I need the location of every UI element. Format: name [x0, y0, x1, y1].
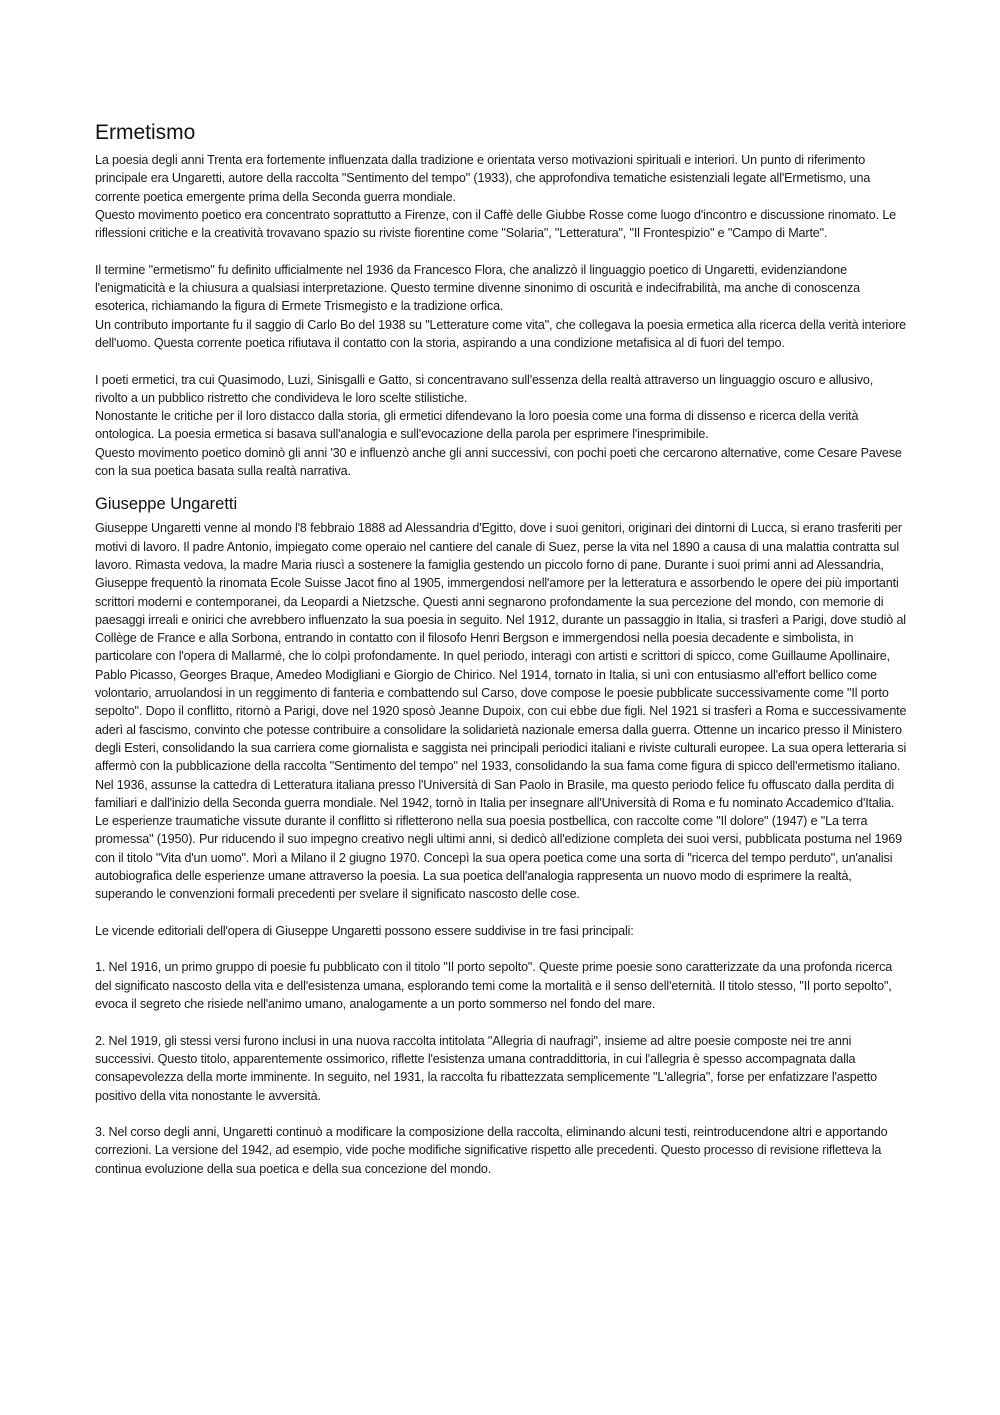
paragraph: La poesia degli anni Trenta era fortemente influenzata dalla tradizione e orientata verso motivazioni spirituali e interiori. Un punto di riferimento principale era Ungaretti, autore della raccolta "Sentimento del tempo" (1933), che approfondiva tematiche esistenziali legate all'Ermetismo, una corrente poetica emergente prima della Seconda guerra mondiale. — [95, 153, 871, 204]
paragraph: 2. Nel 1919, gli stessi versi furono inclusi in una nuova raccolta intitolata "Allegria di naufragi", insieme ad altre poesie composte nei tre anni successivi. Questo titolo, apparentemente ossimorico, riflette l'esistenza umana contraddittoria, in cui l'allegria è spesso accompagnata dalla consapevolezza della morte imminente. In seguito, nel 1931, la raccolta fu ribattezzata semplicemente "L'allegria", forse per enfatizzare l'aspetto positivo della vita nonostante le avversità. — [95, 1033, 878, 1103]
paragraph-block — [95, 922, 907, 940]
paragraph: I poeti ermetici, tra cui Quasimodo, Luzi, Sinisgalli e Gatto, si concentravano sull'essenza della realtà attraverso un linguaggio oscuro e allusivo, rivolto a un pubblico ristretto che condivideva le loro scelte stilistiche. — [95, 372, 874, 405]
paragraph: Giuseppe Ungaretti venne al mondo l'8 febbraio 1888 ad Alessandria d'Egitto, dove i suoi genitori, originari dei dintorni di Lucca, si erano trasferiti per motivi di lavoro. Il padre Antonio, impiegato come operaio nel cantiere del canale di Suez, perse la vita nel 1890 a causa di una malattia contratta sul lavoro. Rimasta vedova, la madre Maria riuscì a sostenere la famiglia gestendo un piccolo forno di pane. Durante i suoi primi anni ad Alessandria, Giuseppe frequentò la rinomata Ecole Suisse Jacot fino al 1905, immergendosi nell'amore per la letteratura e assorbendo le opere dei più importanti scrittori moderni e contemporanei, da Leopardi a Nietzsche. Questi anni segnarono profondamente la sua percezione del mondo, con memorie di paesaggi irreali e onirici che avrebbero influenzato la sua poesia in seguito. Nel 1912, durante un passaggio in Italia, si trasferì a Parigi, dove studiò al Collège de France e alla Sorbona, entrando in contatto con il filosofo Henri Bergson e immergendosi nella poesia decadente e simbolista, in particolare con l'opera di Mallarmé, che lo colpì profondamente. In quel periodo, interagì con artisti e scrittori di spicco, come Guillaume Apollinaire, Pablo Picasso, Georges Braque, Amedeo Modigliani e Giorgio de Chirico. Nel 1914, tornato in Italia, si unì con entusiasmo all'effort bellico come volontario, arruolandosi in un reggimento di fanteria e combattendo sul Carso, dove compose le poesie pubblicate successivamente come "Il porto sepolto". Dopo il conflitto, ritornò a Parigi, dove nel 1920 sposò Jeanne Dupoix, con cui ebbe due figli. Nel 1921 si trasferì a Roma e successivamente aderì al fascismo, convinto che potesse contribuire a consolidare la solidarietà nazionale emersa dalla guerra. Ottenne un incarico presso il Ministero degli Esteri, consolidando la sua carriera come giornalista e saggista nei principali periodici italiani e riviste culturali europee. La sua opera letteraria si affermò con la pubblicazione della raccolta "Sentimento del tempo" nel 1933, consolidando la sua fama come figura di spicco dell'ermetismo italiano. Nel 1936, assunse la cattedra di Letteratura italiana presso l'Università di San Paolo in Brasile, ma questo periodo felice fu offuscato dalla perdita di familiari e dall'inizio della Seconda guerra mondiale. Nel 1942, tornò in Italia per insegnare all'Università di Roma e fu nominato Accademico d'Italia. Le esperienze traumatiche vissute durante il conflitto si rifletterono nella sua poesia postbellica, con raccolte come "Il dolore" (1947) e "La terra promessa" (1950). Pur riducendo il suo impegno creativo negli ultimi anni, si dedicò all'edizione completa dei suoi versi, pubblicata postuma nel 1969 con il titolo "Vita d'un uomo". Morì a Milano il 2 giugno 1970. Concepì la sua opera poetica come una sorta di "ricerca del tempo perduto", un'analisi autobiografica delle esperienze umane attraverso la poesia. La sua poetica dell'analogia rappresenta un nuovo modo di esprimere la realtà, superando le convenzioni formali precedenti per svelare il significato nascosto delle cose. — [95, 521, 907, 902]
list-item — [95, 1123, 907, 1178]
list-item — [95, 958, 907, 1013]
section-ermetismo — [95, 118, 907, 480]
paragraph: 3. Nel corso degli anni, Ungaretti continuò a modificare la composizione della raccolta, eliminando alcuni testi, reintroducendone altri e apportando correzioni. La versione del 1942, ad esempio, vide poche modifiche significative rispetto alle precedenti. Questo processo di revisione rifletteva la continua evoluzione della sua poetica e della sua concezione del mondo. — [95, 1125, 888, 1176]
paragraph-block — [95, 371, 907, 481]
paragraph: Questo movimento poetico dominò gli anni '30 e influenzò anche gli anni successivi, con pochi poeti che cercarono alternative, come Cesare Pavese con la sua poetica basata sulla realtà narrativa. — [95, 445, 902, 479]
list-item — [95, 1032, 907, 1105]
paragraph: Le vicende editoriali dell'opera di Giuseppe Ungaretti possono essere suddivise in tre fasi principali: — [95, 923, 634, 938]
paragraph: Nonostante le critiche per il loro distacco dalla storia, gli ermetici difendevano la loro poesia come una forma di dissenso e ricerca della verità ontologica. La poesia ermetica si basava sull'analogia e sull'evocazione della parola per esprimere l'inesprimibile. — [95, 409, 859, 442]
section-title: Ermetismo — [95, 121, 196, 144]
section-ungaretti — [95, 492, 907, 1178]
paragraph-block — [95, 151, 907, 242]
paragraph: Un contributo importante fu il saggio di Carlo Bo del 1938 su "Letterature come vita", che collegava la poesia ermetica alla ricerca della verità interiore dell'uomo. Questa corrente poetica rifiutava il contatto con la storia, aspirando a una condizione metafisica al di fuori del tempo. — [95, 317, 907, 350]
document-page — [95, 118, 907, 1178]
paragraph-block — [95, 261, 907, 352]
paragraph: Il termine "ermetismo" fu definito ufficialmente nel 1936 da Francesco Flora, che analizzò il linguaggio poetico di Ungaretti, evidenziandone l'enigmaticità e la chiusura a qualsiasi interpretazione. Questo termine divenne sinonimo di oscurità e indecifrabilità, ma anche di conoscenza esoterica, richiamando la figura di Ermete Trismegisto e la tradizione orfica. — [95, 262, 860, 314]
paragraph-block — [95, 519, 907, 903]
section-title: Giuseppe Ungaretti — [95, 495, 238, 514]
paragraph: 1. Nel 1916, un primo gruppo di poesie fu pubblicato con il titolo "Il porto sepolto". Queste prime poesie sono caratterizzate da una profonda ricerca del significato nascosto della vita e dell'esistenza umana, esplorando temi come la mortalità e il senso dell'eternità. Il titolo stesso, "Il porto sepolto", evoca il segreto che risiede nell'animo umano, analogamente a un porto sommerso nel fondo del mare. — [95, 960, 893, 1012]
paragraph: Questo movimento poetico era concentrato soprattutto a Firenze, con il Caffè delle Giubbe Rosse come luogo d'incontro e discussione rinomato. Le riflessioni critiche e la creatività trovavano spazio su riviste fiorentine come "Solaria", "Letteratura", "Il Frontespizio" e "Campo di Marte". — [95, 207, 897, 241]
